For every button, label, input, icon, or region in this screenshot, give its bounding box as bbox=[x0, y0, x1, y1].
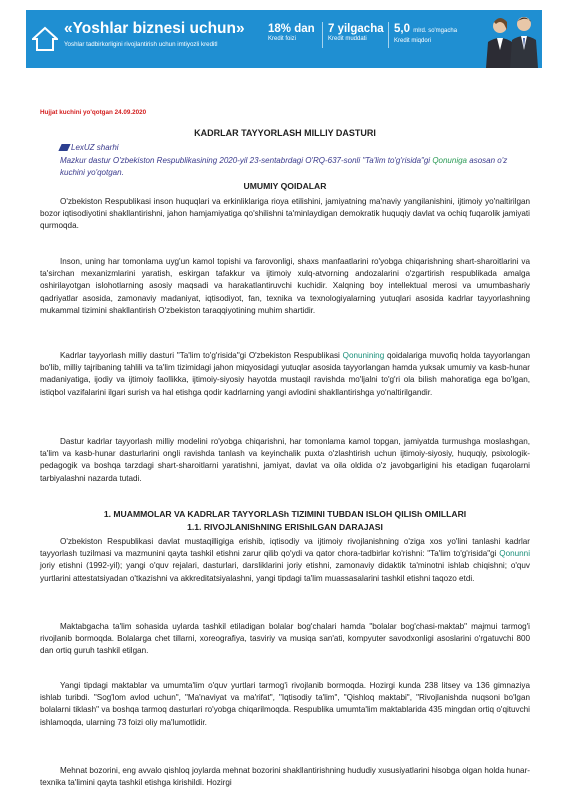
stat-amount bbox=[394, 22, 457, 44]
paragraph-3-text-end: qoidalariga muvofiq holda tayyorlangan bo'lib, milliy tajribaning tahlili va ta'lim tizimidagi jahon miqyosidagi yutuqlar asosida tayyorlangan hamda yuksak umumiy va kasb-hunar madaniyatiga, ijodiy va ijtimoiy faollikka, ijtimoiy-siyosiy hayotda mustaqil ravishda mo'ljalni to'g'ri ola bilish mahoratiga ega bo'lgan, istiqbol vazifalarini ilgari surish va hal etishga qodir kadrlarning yangi avlodini shakllantirishga yo'naltirilgandir. bbox=[40, 351, 530, 397]
document-status: Hujjat kuchini yo'qotgan 24.09.2020 bbox=[40, 109, 147, 116]
section-heading-general: UMUMIY QOIDALAR bbox=[243, 181, 327, 191]
repeal-note bbox=[60, 155, 530, 179]
stat-term-value: 7 yilgacha bbox=[328, 23, 384, 35]
stat-rate bbox=[268, 22, 315, 42]
paragraph-5-text-end: joriy etishni (1992-yil); yangi o'quv rejalari, dasturlari, darsliklarini joriy etishni, zamonaviy didaktik ta'minotni ishlab chiqishni; o'quv yurtlarini attestatsiyadan o'tkazishni va akkreditatsiyalashni, yangi tipdagi ta'lim muassasalarini tashkil etishni taqozo etdi. bbox=[40, 561, 530, 583]
stat-term bbox=[328, 22, 384, 42]
paragraph-6: Maktabgacha ta'lim sohasida uylarda tashkil etiladigan bolalar bog'chalari hamda "bolalar bog'chasi-maktab" majmui tarmog'i rivojlanib bormoqda. Bolalarga chet tillarni, xoreografiya, tasviriy va musiqa san'ati, kompyuter savodxonligi asoslarini o'rgatuvchi 800 dan ortiq guruh tashkil etilgan. bbox=[40, 622, 530, 656]
paragraph-1: O'zbekiston Respublikasi inson huquqlari va erkinliklariga rioya etilishini, jamiyatning ma'naviy yangilanishini, ijtimoiy yo'naltirilgan bozor iqtisodiyotini shakllantirishni, jahon hamjamiyatiga qo'shilishni ta'minlaydigan demokratik huquqiy davlat va ochiq fuqarolik jamiyati qurmoqda. bbox=[40, 197, 530, 231]
paragraph-3-text: Kadrlar tayyorlash milliy dasturi "Ta'lim to'g'risida"gi O'zbekiston Respublikasi bbox=[60, 351, 343, 360]
stat-term-label: Kredit muddati bbox=[328, 36, 367, 42]
business-people-image bbox=[480, 10, 542, 68]
repeal-note-text-end: asosan o'z kuchini yo'qotgan. bbox=[60, 156, 508, 177]
paragraph-2: Inson, uning har tomonlama uyg'un kamol topishi va farovonligi, shaxs manfaatlarini ro'yobga chiqarishning shart-sharoitlarini va ta'sirchan mexanizmlarini yaratish, eskirgan tafakkur va ijtimoiy xulq-atvorning andozalarini o'zgartirish respublikada amalga oshirilayotgan islohotlarning asosiy maqsadi va harakatlantiruvchi kuchidir. Xalqning boy intellektual merosi va umumbashariy qadriyatlar asosida, zamonaviy madaniyat, iqtisodiyot, fan, texnika va texnologiyalarning yutuqlari asosida kadrlar tayyorlashning mukammal tizimini shakllantirish O'zbekiston taraqqiyotining muhim shartidir. bbox=[40, 257, 530, 315]
paragraph-3 bbox=[40, 350, 530, 399]
paragraph-8: Mehnat bozorini, eng avvalo qishloq joylarda mehnat bozorini shakllantirishning hududiy xususiyatlarini hisobga olgan holda hunar-texnika ta'limini qayta tashkil etishga kirishildi. Hozirgi bbox=[40, 766, 530, 788]
paragraph-4: Dastur kadrlar tayyorlash milliy modelini ro'yobga chiqarishni, har tomonlama kamol topgan, jamiyatda turmushga moslashgan, ta'lim va kasb-hunar dasturlarini ongli ravishda tanlash va keyinchalik puxta o'zlashtirish uchun ijtimoiy-siyosiy, huquqiy, psixologik-pedagogik va boshqa tarzdagi shart-sharoitlarni yaratishni, jamiyat, davlat va oila oldida o'z javobgarligini his etadigan fuqarolarni tarbiyalashni nazarda tutadi. bbox=[40, 437, 530, 483]
banner-brand: «Yoshlar biznesi uchun» bbox=[64, 20, 245, 37]
paragraph-7: Yangi tipdagi maktablar va umumta'lim o'quv yurtlari tarmog'i rivojlanib bormoqda. Hozirgi kunda 238 litsey va 136 gimnaziya ishlab turibdi. "Sog'lom avlod uchun", "Ma'naviyat va ma'rifat", "Iqtisodiy ta'lim", "Qishloq maktabi", "Rivojlanishda nuqsoni bo'lgan bolalarni tiklash" va boshqa tarmoq dasturlari ro'yobga chiqarilmoqda. Respublika umumta'lim maktablarida 435 mingdan ortiq o'qituvchi ishlamoqda, ularning 73 foizi oliy ma'lumotlidir. bbox=[40, 681, 530, 727]
stat-amount-unit: mlrd. so'mgacha bbox=[413, 28, 458, 34]
law-link[interactable]: Qonunni bbox=[499, 549, 530, 559]
stat-rate-value: 18% dan bbox=[268, 23, 315, 35]
house-logo-icon bbox=[32, 26, 58, 52]
stat-amount-label: Kredit miqdori bbox=[394, 38, 432, 44]
banner-subtitle: Yoshlar tadbirkorligini rivojlantirish uchun imtiyozli kreditl bbox=[64, 41, 218, 48]
stat-rate-label: Kredit foizi bbox=[268, 36, 297, 42]
repeal-note-text: Mazkur dastur O'zbekiston Respublikasining 2020-yil 23-sentabrdagi O'RQ-637-sonli "Ta'lim to'g'risida"gi bbox=[60, 156, 433, 165]
law-link[interactable]: Qonunining bbox=[342, 351, 385, 360]
section-heading-1: 1. MUAMMOLAR VA KADRLAR TAYYORLASh TIZIMINI TUBDAN ISLOH QILISh OMILLARI bbox=[103, 509, 467, 519]
stat-amount-value: 5,0 bbox=[394, 23, 410, 35]
paragraph-5 bbox=[40, 536, 530, 585]
document-title: KADRLAR TAYYORLASH MILLIY DASTURI bbox=[194, 128, 376, 138]
divider bbox=[322, 22, 323, 48]
lexuz-comment-link[interactable] bbox=[60, 143, 119, 152]
comment-flag-icon bbox=[58, 144, 70, 151]
divider bbox=[388, 22, 389, 48]
paragraph-5-text: O'zbekiston Respublikasi davlat mustaqilligiga erishib, iqtisodiy va ijtimoiy rivojlanishning o'ziga xos yo'lini tanlashi kadrlar tayyorlash tuzilmasi va mazmunini qayta tashkil etishni zarur qilib qo'ydi va qator chora-tadbirlar ko'rishni: "Ta'lim to'g'risida"gi bbox=[40, 537, 530, 559]
section-heading-1-1: 1.1. RIVOJLANIShNING ERIShILGAN DARAJASI bbox=[187, 522, 383, 532]
lexuz-comment-label: LexUZ sharhi bbox=[71, 143, 119, 152]
law-link[interactable]: Qonuniga bbox=[432, 156, 468, 165]
ad-banner[interactable] bbox=[26, 10, 542, 68]
